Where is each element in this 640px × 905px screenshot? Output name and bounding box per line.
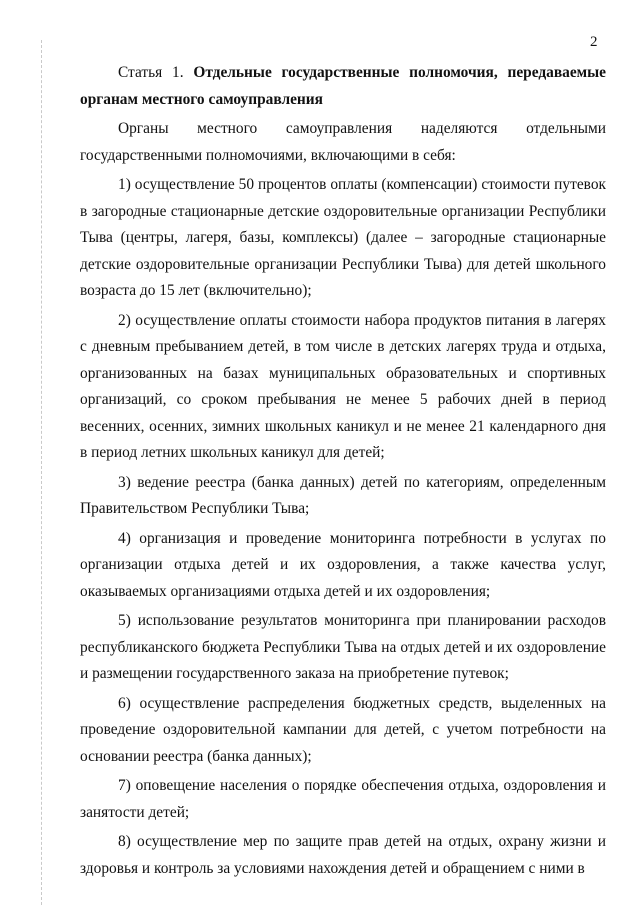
paragraph: 8) осуществление мер по защите прав детей на отдых, охрану жизни и здоровья и контроль за условиями нахождения детей и обращением с ними в	[80, 833, 606, 877]
page-number: 2	[590, 34, 598, 50]
paragraph: 2) осуществление оплаты стоимости набора продуктов питания в лагерях с дневным пребыванием детей, в том числе в детских лагерях труда и отдыха, организованных на базах муниципальных образовательных и спортивных организаций, со сроком пребывания не менее 5 рабочих дней в период весенних, осенних, зимних школьных каникул и не менее 21 календарного дня в период летних школьных каникул для детей;	[80, 311, 606, 461]
paragraph: 1) осуществление 50 процентов оплаты (компенсации) стоимости путевок в загородные стационарные детские оздоровительные организации Республики Тыва (центры, лагеря, базы, комплексы) (далее – загородные стационарные детские оздоровительные организации Республики Тыва) для детей школьного возраста до 15 лет (включительно);	[80, 176, 606, 299]
paragraph: 7) оповещение населения о порядке обеспечения отдыха, оздоровления и занятости детей;	[80, 777, 606, 821]
article-title: Отдельные государственные полномочия, передаваемые органам местного самоуправления	[80, 64, 607, 108]
paragraph: Органы местного самоуправления наделяются отдельными государственными полномочиями, включающими в себя:	[80, 120, 606, 164]
article-heading	[80, 60, 606, 113]
paragraph: 6) осуществление распределения бюджетных средств, выделенных на проведение оздоровительной кампании для детей, с учетом потребности на основании реестра (банка данных);	[80, 694, 606, 765]
paragraph: 3) ведение реестра (банка данных) детей по категориям, определенным Правительством Республики Тыва;	[80, 473, 606, 517]
document-body	[80, 60, 606, 885]
paragraph: 5) использование результатов мониторинга при планировании расходов республиканского бюджета Республики Тыва на отдых детей и их оздоровление и размещении государственного заказа на приобретение путевок;	[80, 612, 606, 682]
paragraph: 4) организация и проведение мониторинга потребности в услугах по организации отдыха детей и их оздоровления, а также качества услуг, оказываемых организациями отдыха детей и их оздоровления;	[80, 529, 606, 600]
scan-edge-line	[41, 40, 42, 905]
article-label: Статья 1.	[118, 64, 184, 81]
